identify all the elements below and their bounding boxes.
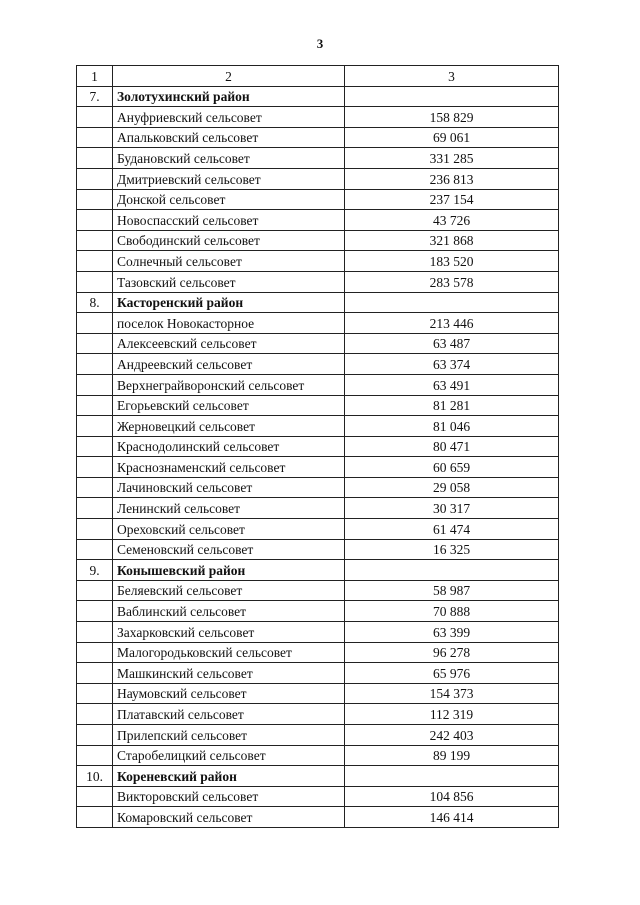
row-number bbox=[77, 251, 113, 272]
row-number bbox=[77, 519, 113, 540]
table-row bbox=[77, 642, 559, 663]
council-name: Свободинский сельсовет bbox=[113, 230, 345, 251]
table-row bbox=[77, 786, 559, 807]
amount-value: 112 319 bbox=[345, 704, 559, 725]
council-name: Ваблинский сельсовет bbox=[113, 601, 345, 622]
council-name: Старобелицкий сельсовет bbox=[113, 745, 345, 766]
row-number bbox=[77, 704, 113, 725]
header-col-3: 3 bbox=[345, 66, 559, 87]
amount-value: 29 058 bbox=[345, 477, 559, 498]
amount-value: 63 491 bbox=[345, 374, 559, 395]
amount-value: 63 487 bbox=[345, 333, 559, 354]
table-row bbox=[77, 745, 559, 766]
row-number: 8. bbox=[77, 292, 113, 313]
table-row bbox=[77, 725, 559, 746]
table-row bbox=[77, 168, 559, 189]
row-number bbox=[77, 374, 113, 395]
district-row bbox=[77, 292, 559, 313]
council-name: Тазовский сельсовет bbox=[113, 271, 345, 292]
row-number bbox=[77, 354, 113, 375]
council-name: Машкинский сельсовет bbox=[113, 663, 345, 684]
row-number bbox=[77, 539, 113, 560]
row-number bbox=[77, 333, 113, 354]
table-row bbox=[77, 807, 559, 828]
amount-value: 158 829 bbox=[345, 107, 559, 128]
row-number bbox=[77, 271, 113, 292]
amount-value: 242 403 bbox=[345, 725, 559, 746]
council-name: Новоспасский сельсовет bbox=[113, 210, 345, 231]
amount-value: 146 414 bbox=[345, 807, 559, 828]
amount-value: 89 199 bbox=[345, 745, 559, 766]
council-name: Донской сельсовет bbox=[113, 189, 345, 210]
amount-value: 81 281 bbox=[345, 395, 559, 416]
row-number bbox=[77, 107, 113, 128]
row-number bbox=[77, 807, 113, 828]
amount-value: 81 046 bbox=[345, 416, 559, 437]
amount-value: 69 061 bbox=[345, 127, 559, 148]
amount-value: 63 399 bbox=[345, 622, 559, 643]
row-number bbox=[77, 168, 113, 189]
row-number bbox=[77, 313, 113, 334]
amount-value: 65 976 bbox=[345, 663, 559, 684]
council-name: Егорьевский сельсовет bbox=[113, 395, 345, 416]
amount-value: 213 446 bbox=[345, 313, 559, 334]
table-row bbox=[77, 416, 559, 437]
table-row bbox=[77, 251, 559, 272]
table-row bbox=[77, 436, 559, 457]
page-number: 3 bbox=[316, 36, 324, 51]
row-number bbox=[77, 416, 113, 437]
council-name: Ануфриевский сельсовет bbox=[113, 107, 345, 128]
council-name: Викторовский сельсовет bbox=[113, 786, 345, 807]
council-name: Дмитриевский сельсовет bbox=[113, 168, 345, 189]
table-row bbox=[77, 374, 559, 395]
table-row bbox=[77, 498, 559, 519]
amount-value bbox=[345, 86, 559, 107]
council-name: Малогородьковский сельсовет bbox=[113, 642, 345, 663]
row-number: 7. bbox=[77, 86, 113, 107]
council-name: Апальковский сельсовет bbox=[113, 127, 345, 148]
table-row bbox=[77, 127, 559, 148]
council-name: Краснодолинский сельсовет bbox=[113, 436, 345, 457]
council-name: Комаровский сельсовет bbox=[113, 807, 345, 828]
table-row bbox=[77, 189, 559, 210]
council-name: поселок Новокасторное bbox=[113, 313, 345, 334]
council-name: Наумовский сельсовет bbox=[113, 683, 345, 704]
amount-value: 16 325 bbox=[345, 539, 559, 560]
council-name: Захарковский сельсовет bbox=[113, 622, 345, 643]
header-col-2: 2 bbox=[113, 66, 345, 87]
table-row bbox=[77, 210, 559, 231]
row-number bbox=[77, 601, 113, 622]
amount-value: 60 659 bbox=[345, 457, 559, 478]
amount-value: 237 154 bbox=[345, 189, 559, 210]
table-body bbox=[77, 66, 559, 828]
council-name: Верхнеграйворонский сельсовет bbox=[113, 374, 345, 395]
amount-value: 80 471 bbox=[345, 436, 559, 457]
row-number bbox=[77, 580, 113, 601]
district-name: Кореневский район bbox=[113, 766, 345, 787]
row-number bbox=[77, 457, 113, 478]
amount-value: 63 374 bbox=[345, 354, 559, 375]
council-name: Будановский сельсовет bbox=[113, 148, 345, 169]
table-row bbox=[77, 271, 559, 292]
table-row bbox=[77, 230, 559, 251]
amount-value: 154 373 bbox=[345, 683, 559, 704]
row-number bbox=[77, 148, 113, 169]
amount-value: 43 726 bbox=[345, 210, 559, 231]
council-name: Краснознаменский сельсовет bbox=[113, 457, 345, 478]
table-row bbox=[77, 457, 559, 478]
table-row bbox=[77, 704, 559, 725]
table-row bbox=[77, 395, 559, 416]
table-row bbox=[77, 683, 559, 704]
row-number bbox=[77, 395, 113, 416]
row-number bbox=[77, 127, 113, 148]
council-name: Прилепский сельсовет bbox=[113, 725, 345, 746]
row-number bbox=[77, 786, 113, 807]
row-number bbox=[77, 436, 113, 457]
council-name: Ленинский сельсовет bbox=[113, 498, 345, 519]
header-col-1: 1 bbox=[77, 66, 113, 87]
table-header-row bbox=[77, 66, 559, 87]
amount-value: 321 868 bbox=[345, 230, 559, 251]
district-name: Конышевский район bbox=[113, 560, 345, 581]
table-row bbox=[77, 663, 559, 684]
row-number bbox=[77, 622, 113, 643]
district-row bbox=[77, 86, 559, 107]
row-number bbox=[77, 683, 113, 704]
row-number bbox=[77, 477, 113, 498]
table-row bbox=[77, 477, 559, 498]
district-name: Золотухинский район bbox=[113, 86, 345, 107]
amount-value: 104 856 bbox=[345, 786, 559, 807]
table-row bbox=[77, 622, 559, 643]
amount-value: 58 987 bbox=[345, 580, 559, 601]
amount-value bbox=[345, 766, 559, 787]
table-row bbox=[77, 354, 559, 375]
amount-value: 70 888 bbox=[345, 601, 559, 622]
amount-value: 61 474 bbox=[345, 519, 559, 540]
table-row bbox=[77, 333, 559, 354]
row-number bbox=[77, 745, 113, 766]
council-name: Семеновский сельсовет bbox=[113, 539, 345, 560]
council-name: Андреевский сельсовет bbox=[113, 354, 345, 375]
district-name: Касторенский район bbox=[113, 292, 345, 313]
table-row bbox=[77, 519, 559, 540]
amount-value: 283 578 bbox=[345, 271, 559, 292]
council-name: Солнечный сельсовет bbox=[113, 251, 345, 272]
council-name: Лачиновский сельсовет bbox=[113, 477, 345, 498]
row-number bbox=[77, 642, 113, 663]
table-row bbox=[77, 107, 559, 128]
council-name: Беляевский сельсовет bbox=[113, 580, 345, 601]
table-row bbox=[77, 601, 559, 622]
amount-value bbox=[345, 560, 559, 581]
row-number bbox=[77, 725, 113, 746]
amount-value: 30 317 bbox=[345, 498, 559, 519]
district-row bbox=[77, 766, 559, 787]
table-row bbox=[77, 539, 559, 560]
amount-value: 331 285 bbox=[345, 148, 559, 169]
amount-value: 183 520 bbox=[345, 251, 559, 272]
amount-value bbox=[345, 292, 559, 313]
district-row bbox=[77, 560, 559, 581]
row-number: 9. bbox=[77, 560, 113, 581]
amount-value: 236 813 bbox=[345, 168, 559, 189]
council-name: Платавский сельсовет bbox=[113, 704, 345, 725]
row-number bbox=[77, 210, 113, 231]
council-name: Алексеевский сельсовет bbox=[113, 333, 345, 354]
council-name: Жерновецкий сельсовет bbox=[113, 416, 345, 437]
row-number bbox=[77, 189, 113, 210]
row-number: 10. bbox=[77, 766, 113, 787]
row-number bbox=[77, 498, 113, 519]
table-row bbox=[77, 580, 559, 601]
row-number bbox=[77, 663, 113, 684]
table-row bbox=[77, 148, 559, 169]
row-number bbox=[77, 230, 113, 251]
allocation-table bbox=[76, 65, 559, 828]
table-row bbox=[77, 313, 559, 334]
amount-value: 96 278 bbox=[345, 642, 559, 663]
council-name: Ореховский сельсовет bbox=[113, 519, 345, 540]
